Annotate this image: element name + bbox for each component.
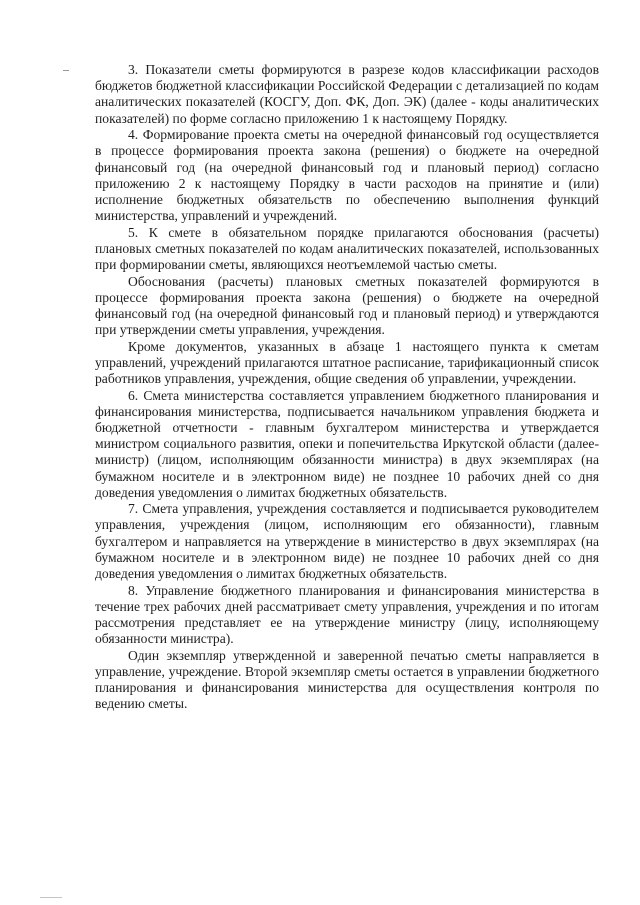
paragraph-8-copies: Один экземпляр утвержденной и заверенной печатью сметы направляется в управление, учреждение. Второй экземпляр сметы остается в управлении бюджетного планирования и финансирования министерства для осуществления контроля по ведению сметы. (95, 647, 599, 712)
scan-mark-bottom-left (40, 897, 62, 898)
document-body (95, 62, 599, 713)
paragraph-3: 3. Показатели сметы формируются в разрезе кодов классификации расходов бюджетов бюджетной классификации Российской Федерации с детализацией по кодам аналитических показателей (КОСГУ, Доп. ФК, Доп. ЭК) (далее - коды аналитических показателей) по форме согласно приложению 1 к настоящему Порядку. (95, 62, 599, 126)
scan-mark-top-left (63, 70, 69, 71)
paragraph-5-attachments: Кроме документов, указанных в абзаце 1 настоящего пункта к сметам управлений, учреждений прилагаются штатное расписание, тарификационный список работников управления, учреждения, общие сведения об управлении, учреждении. (95, 338, 599, 387)
paragraph-4: 4. Формирование проекта сметы на очередной финансовый год осуществляется в процессе формирования проекта закона (решения) о бюджете на очередной финансовый год (на очередной финансовый год и плановый период) согласно приложению 2 к настоящему Порядку в части расходов на принятие и (или) исполнение бюджетных обязательств по обеспечению выполнения функций министерства, управлений и учреждений. (95, 127, 599, 224)
paragraph-7: 7. Смета управления, учреждения составляется и подписывается руководителем управления, учреждения (лицом, исполняющим его обязанности), главным бухгалтером и направляется на утверждение в министерство в двух экземплярах (на бумажном носителе и в электронном виде) не позднее 10 рабочих дней со дня доведения уведомления о лимитах бюджетных обязательств. (95, 501, 599, 582)
paragraph-6: 6. Смета министерства составляется управлением бюджетного планирования и финансирования министерства, подписывается начальником управления бюджета и бюджетной отчетности - главным бухгалтером министерства и утверждается министром социального развития, опеки и попечительства Иркутской области (далее-министр) (лицом, исполняющим обязанности министра) в двух экземплярах (на бумажном носителе и в электронном виде) не позднее 10 рабочих дней со дня доведения уведомления о лимитах бюджетных обязательств. (95, 387, 599, 500)
paragraph-5-justification: Обоснования (расчеты) плановых сметных показателей формируются в процессе формирования проекта закона (решения) о бюджете на очередной финансовый год (на очередной финансовый год и плановый период) и утверждаются при утверждении сметы управления, учреждения. (95, 273, 599, 338)
paragraph-5: 5. К смете в обязательном порядке прилагаются обоснования (расчеты) плановых сметных показателей по кодам аналитических показателей, использованных при формировании сметы, являющихся неотъемлемой частью сметы. (95, 224, 599, 273)
paragraph-8: 8. Управление бюджетного планирования и финансирования министерства в течение трех рабочих дней рассматривает смету управления, учреждения и по итогам рассмотрения представляет ее на утверждение министру (лицу, исполняющему обязанности министра). (95, 582, 599, 647)
